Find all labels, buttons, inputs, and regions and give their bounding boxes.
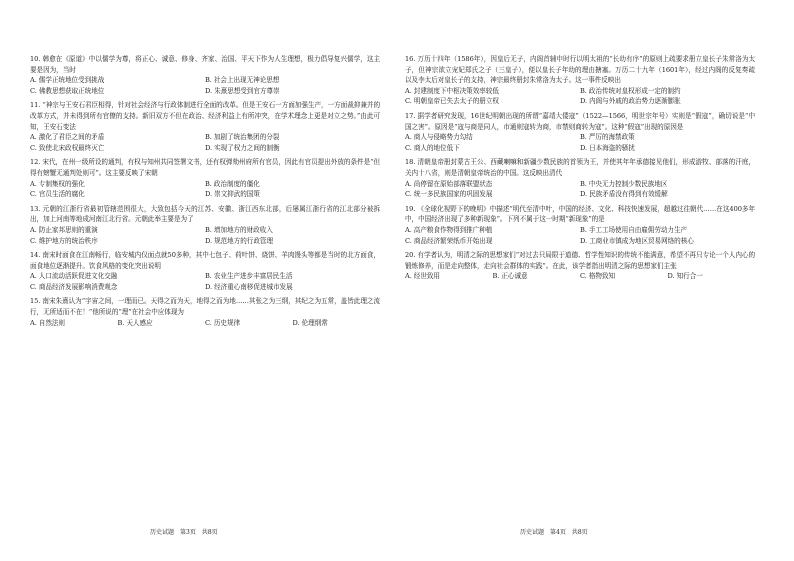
answer-option: B. 社会上出现无神论思想 bbox=[205, 76, 280, 85]
question-item bbox=[405, 54, 755, 107]
answer-option: B. 天人感应 bbox=[117, 318, 153, 327]
question-item bbox=[30, 296, 380, 328]
answer-option: B. 增加地方的财政收入 bbox=[205, 225, 273, 234]
page-footer-right: 历史试题 第4页 共8页 bbox=[520, 529, 588, 536]
question-item bbox=[405, 250, 755, 282]
answer-option: B. 农业生产进步丰富居民生活 bbox=[205, 272, 293, 281]
question-stem: 14. 南宋时面食在江南畅行，临安城内仅面点就50多种，其中七包子、荷叶饼、烧饼、羊肉馒头等都是当时的北方面食，面食地位逐渐提升。饮食风格的变化突出说明 bbox=[30, 251, 380, 270]
answer-options bbox=[405, 179, 755, 200]
answer-option: B. 中央无力控制少数民族地区 bbox=[580, 179, 668, 188]
answer-option: C. 明朝皇帝已失去太子的册立权 bbox=[405, 97, 499, 106]
question-stem: 10. 韩愈在《原道》中以儒学为尊，将正心、诚意、修身、齐家、治国、平天下作为人生理想，极力倡导复兴儒学，这主要是因为，当时 bbox=[30, 55, 380, 74]
question-item bbox=[30, 204, 380, 246]
answer-option: B. 严厉的海禁政策 bbox=[580, 133, 635, 142]
answer-option: C. 历史规律 bbox=[205, 318, 241, 327]
answer-option: B. 加剧了统治集团的分裂 bbox=[205, 133, 280, 142]
answer-option: A. 激化了君臣之间的矛盾 bbox=[30, 133, 105, 142]
answer-option: B. 正心诚意 bbox=[492, 272, 528, 281]
answer-option: A. 防止家邦思则的重演 bbox=[30, 225, 98, 234]
answer-options bbox=[30, 271, 380, 292]
answer-option: D. 内阁与外戚的政治势力逐渐膨胀 bbox=[580, 97, 681, 106]
answer-option: B. 政治传统对皇权形成一定的制约 bbox=[580, 86, 681, 95]
answer-option: B. 政治制度的僵化 bbox=[205, 179, 260, 188]
question-item bbox=[30, 157, 380, 199]
answer-options bbox=[405, 132, 755, 153]
question-stem: 11. “神宗与王安石君臣相得，针对社会经济与行政体制进行全面的改革。但是王安石一方面加强生产，一方面裁抑兼并的改革方式，并未得到所有官僚的支持。新旧双方不但在政治、经济利益上有所冲突，在学术理念上更是对立之势。”由此可知，王安石变法 bbox=[30, 101, 380, 131]
question-item bbox=[405, 111, 755, 153]
answer-options bbox=[405, 271, 755, 282]
answer-option: D. 经济重心南移促进城市发展 bbox=[205, 282, 293, 291]
answer-option: C. 商品经济发展影响消费观念 bbox=[30, 282, 118, 291]
question-item bbox=[30, 250, 380, 292]
answer-option: D. 朱熹思想受到官方尊崇 bbox=[205, 86, 280, 95]
answer-options bbox=[30, 132, 380, 153]
question-item bbox=[405, 204, 755, 246]
answer-option: C. 致使北宋政权最终灭亡 bbox=[30, 143, 105, 152]
answer-option: A. 专制集权的强化 bbox=[30, 179, 85, 188]
answer-option: C. 商品经济繁荣纸币开始出现 bbox=[405, 236, 493, 245]
answer-options bbox=[405, 225, 755, 246]
answer-option: D. 知行合一 bbox=[667, 272, 703, 281]
answer-option: D. 实现了权力之间的制衡 bbox=[205, 143, 280, 152]
answer-option: A. 商人与侵略势力勾结 bbox=[405, 133, 473, 142]
answer-option: C. 佛教思想获取正统地位 bbox=[30, 86, 105, 95]
answer-option: A. 自然法则 bbox=[30, 318, 65, 327]
answer-option: D. 民族矛盾没有得到有效缓解 bbox=[580, 190, 668, 199]
answer-options bbox=[405, 86, 755, 107]
answer-option: A. 尚停留在原始部落联盟状态 bbox=[405, 179, 493, 188]
question-item bbox=[405, 157, 755, 199]
answer-option: D. 工商业市镇成为地区贸易网络的核心 bbox=[580, 236, 694, 245]
question-item bbox=[30, 100, 380, 153]
answer-option: D. 伦理纲常 bbox=[292, 318, 328, 327]
right-page bbox=[405, 54, 755, 286]
answer-option: A. 封建制度下中枢决策效率较低 bbox=[405, 86, 499, 95]
answer-option: D. 崇文抑武的国策 bbox=[205, 190, 260, 199]
answer-option: D. 规范地方的行政管理 bbox=[205, 236, 273, 245]
question-stem: 12. 宋代，在州一级所设的通判，有权与知州共同签署文书，还有权弹劾州府所有官员，因此有官员提出外放的条件是“但得有螃蟹无通判处则可”。这主要反映了宋朝 bbox=[30, 158, 380, 177]
answer-option: C. 统一多民族国家的巩固发展 bbox=[405, 190, 493, 199]
question-stem: 18. 清朝皇帝册封蒙古王公、西藏喇嘛和新疆少数民族的首领为王，并使其年年承德接见他们，形成游牧、部落的汗庭，关内十八省，则是清朝皇帝统治的中国。这反映出清代 bbox=[405, 158, 755, 177]
question-stem: 20. 有学者认为，明清之际的思想家们“对过去只局限于道德、哲学性知识的传统不能满意，希望不再只专论一个人内心的锻炼修养，而是走向整体，走向社会群体的实践”。在此，该学者指出明清之际的思想家们主张 bbox=[405, 251, 755, 270]
question-stem: 13. 元朝的江浙行省最初管辖范围很大，大致包括今天的江苏、安徽、浙江西东北部，后屡属江浙行省的江北部分被拆出，加上河南等地成河南江北行省。元朝此举主要是为了 bbox=[30, 204, 380, 224]
question-stem: 16. 万历十四年（1586年），因皇后无子，内阁首辅申时行以明太祖的“长幼有序”的原则上疏要求册立皇长子朱常洛为太子，但神宗欲立宠妃郑氏之子（三皇子），便以皇长子年幼的理由搪塞。万历二十九年（1601年），经过内阁的反复奏疏以及李太后对皇长子的支持，神宗最终册封朱常洛为太子。这一事件反映出 bbox=[405, 55, 755, 85]
answer-option: D. 日本海盗的骚扰 bbox=[580, 143, 635, 152]
question-stem: 15. 南宋朱熹认为“宇宙之间，一理而已。天得之而为天，地得之而为地……其张之为三纲，其纪之为五常，盖皆此理之流行，无所适而不在！”他所说的“理”在社会中应体现为 bbox=[30, 297, 380, 317]
answer-option: A. 儒学正统地位受到挑战 bbox=[30, 76, 105, 85]
answer-options bbox=[30, 179, 380, 200]
answer-options bbox=[30, 225, 380, 246]
answer-option: C. 商人的地位低下 bbox=[405, 143, 460, 152]
answer-options bbox=[30, 75, 380, 96]
answer-option: B. 手工工场使用自由雇佣劳动力生产 bbox=[580, 225, 688, 234]
answer-option: C. 格物致知 bbox=[580, 272, 616, 281]
answer-options bbox=[30, 318, 380, 329]
answer-option: A. 经世致用 bbox=[405, 272, 440, 281]
question-stem: 19. 《全球化视野下的晚明》中描述“明代至清中叶，中国的经济、文化、科技快速发展，超越过往朝代……在这400多年中，中国经济出现了多种新现象”。下列不属于这一时期“新现象”的是 bbox=[405, 204, 755, 224]
answer-option: A. 高产粮食作物得到推广种植 bbox=[405, 225, 493, 234]
question-stem: 17. 据学者研究发现，16世纪明朝出现的所谓“嘉靖大倭寇”（1522—1566，明世宗年号）实则是“假寇”，确切说是“中国之害”。原因是“寇与商是同人，市通则寇转为商，市禁则商转为寇”。这种“假寇”出现的原因是 bbox=[405, 111, 755, 131]
page-footer-left: 历史试题 第3页 共8页 bbox=[150, 529, 218, 536]
question-item bbox=[30, 54, 380, 96]
answer-option: C. 维护地方的统治秩序 bbox=[30, 236, 98, 245]
answer-option: C. 官员生活的腐化 bbox=[30, 190, 85, 199]
answer-option: A. 人口流动活跃促进文化交融 bbox=[30, 272, 118, 281]
left-page bbox=[30, 54, 380, 332]
